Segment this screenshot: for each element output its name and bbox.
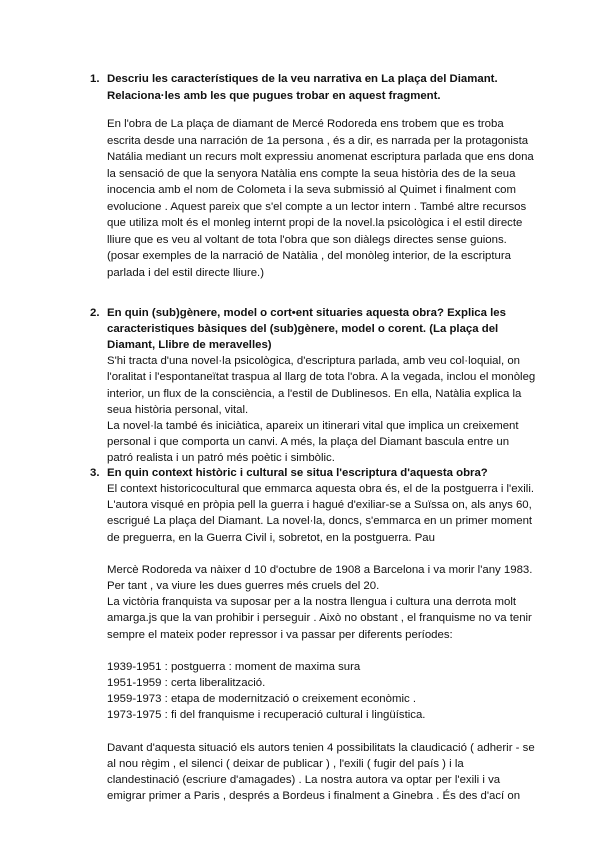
- answer-text-line: La novel·la també és iniciàtica, apareix un itinerari vital que implica un creixement: [107, 419, 519, 432]
- answer-text-line: parlada i del estil directe lliure.): [107, 266, 265, 279]
- answer-text-line: escrigué La plaça del Diamant. La novel·la, doncs, s'emmarca en un primer moment: [107, 515, 533, 528]
- answer-text-line: inocencia amb el nom de Colometa i la seva submissió al Quimet i finalment com: [107, 184, 516, 196]
- answer-text-line: 1959-1973 : etapa de modernització o creixement econòmic .: [107, 693, 416, 706]
- answer-text-line: 1973-1975 : fi del franquisme i recuperació cultural i lingüística.: [107, 709, 426, 722]
- answer-text-line: S'hi tracta d'una novel·la psicològica, d'escriptura parlada, amb veu col·loquial, on: [107, 355, 521, 368]
- answer-text-line: La victòria franquista va suposar per a la nostra llengua i cultura una derrota molt: [107, 596, 517, 609]
- answer-text-line: El context historicocultural que emmarca aquesta obra és, el de la postguerra i l'exili.: [107, 483, 535, 496]
- answer-text-line: de preguerra, en la Guerra Civil i, sobretot, en la postguerra. Pau: [107, 531, 435, 544]
- question-heading-line: Descriu les característiques de la veu narrativa en La plaça del Diamant.: [107, 73, 498, 85]
- answer-text-line: patró realista i un patró més poètic i simbòlic.: [107, 451, 335, 464]
- answer-text-line: la sensació de que la senyora Natàlia ens compte la seua història des de la seua: [107, 167, 516, 180]
- answer-text-line: 1939-1951 : postguerra : moment de maxima sura: [107, 660, 361, 673]
- answer-text-line: En l'obra de La plaça de diamant de Mercé Rodoreda ens trobem que es troba: [107, 118, 504, 130]
- answer-text-line: emigrar primer a Paris , després a Bordeus i finalment a Ginebra . És des d'ací on: [107, 790, 521, 802]
- question-number: 3.: [90, 467, 100, 479]
- answer-text-line: Mercè Rodoreda va nàixer d 10 d'octubre de 1908 a Barcelona i va morir l'any 1983.: [107, 563, 533, 576]
- question-heading-line: Diamant, Llibre de meravelles): [107, 339, 272, 352]
- answer-text-line: personal i que comporta un canvi. A més, la plaça del Diamant bascula entre un: [107, 435, 510, 448]
- question-number: 1.: [90, 73, 100, 85]
- answer-text-line: escrita desde una narración de 1a persona , és a dir, es narrada per la protagonista: [107, 134, 529, 147]
- answer-text-line: L'autora visqué en pròpia pell la guerra i hagué d'exiliar-se a Suïssa on, als anys 60,: [107, 499, 532, 512]
- question-heading-line: En quin context històric i cultural se situa l'escriptura d'aquesta obra?: [107, 467, 488, 479]
- answer-text-line: 1951-1959 : certa liberalització.: [107, 676, 266, 689]
- answer-text-line: interior, un flux de la consciència, a l'estil de Dublinesos. En ella, Natàlia explica la: [107, 387, 522, 400]
- answer-text-line: seua història personal, vital.: [107, 403, 249, 416]
- answer-text-line: Per tant , va viure les dues guerres més cruels del 20.: [107, 580, 380, 593]
- answer-text-line: lliure que es veu al voltant de tota l'obra que son diàlegs directes sense guions.: [107, 233, 507, 246]
- question-heading-line: Relaciona·les amb les que pugues trobar en aquest fragment.: [107, 89, 441, 102]
- answer-text-line: amarga.js que la van prohibir i perseguir . Això no obstant , el franquisme no va tenir: [107, 612, 532, 625]
- answer-text-line: sempre el mateix poder repressor i va passar per diferents períodes:: [107, 628, 453, 641]
- question-heading-line: caracteristiques bàsiques del (sub)gènere, model o corent. (La plaça del: [107, 323, 499, 336]
- answer-text-line: Natália mediant un recurs molt expressiu anomenat escriptura parlada que ens dona: [107, 151, 534, 163]
- answer-text-line: que utiliza molt és el monleg internt propi de la novel.la psicològica i el estil directe: [107, 217, 523, 229]
- answer-text-line: evolucione . Aquest pareix que s'el compte a un lector intern . També altre recursos: [107, 200, 527, 213]
- question-heading-line: En quin (sub)gènere, model o cort•ent situaries aquesta obra? Explica les: [107, 307, 506, 319]
- answer-text-line: l'oralitat i l'espontaneïtat traspua al llarg de tota l'obra. A la vegada, inclou el monòleg: [107, 371, 536, 384]
- answer-text-line: Davant d'aquesta situació els autors tenien 4 possibilitats la claudicació ( adherir - se: [107, 741, 535, 754]
- question-number: 2.: [90, 307, 100, 319]
- answer-text-line: (posar exemples de la narració de Natàlia , del monòleg interior, de la escriptura: [107, 250, 511, 262]
- answer-text-line: clandestinació (escriure d'amagades) . La nostra autora va optar per l'exili i va: [107, 773, 501, 786]
- answer-text-line: al nou règim , el silenci ( deixar de publicar ) , l'exili ( fugir del país ) i la: [107, 757, 464, 770]
